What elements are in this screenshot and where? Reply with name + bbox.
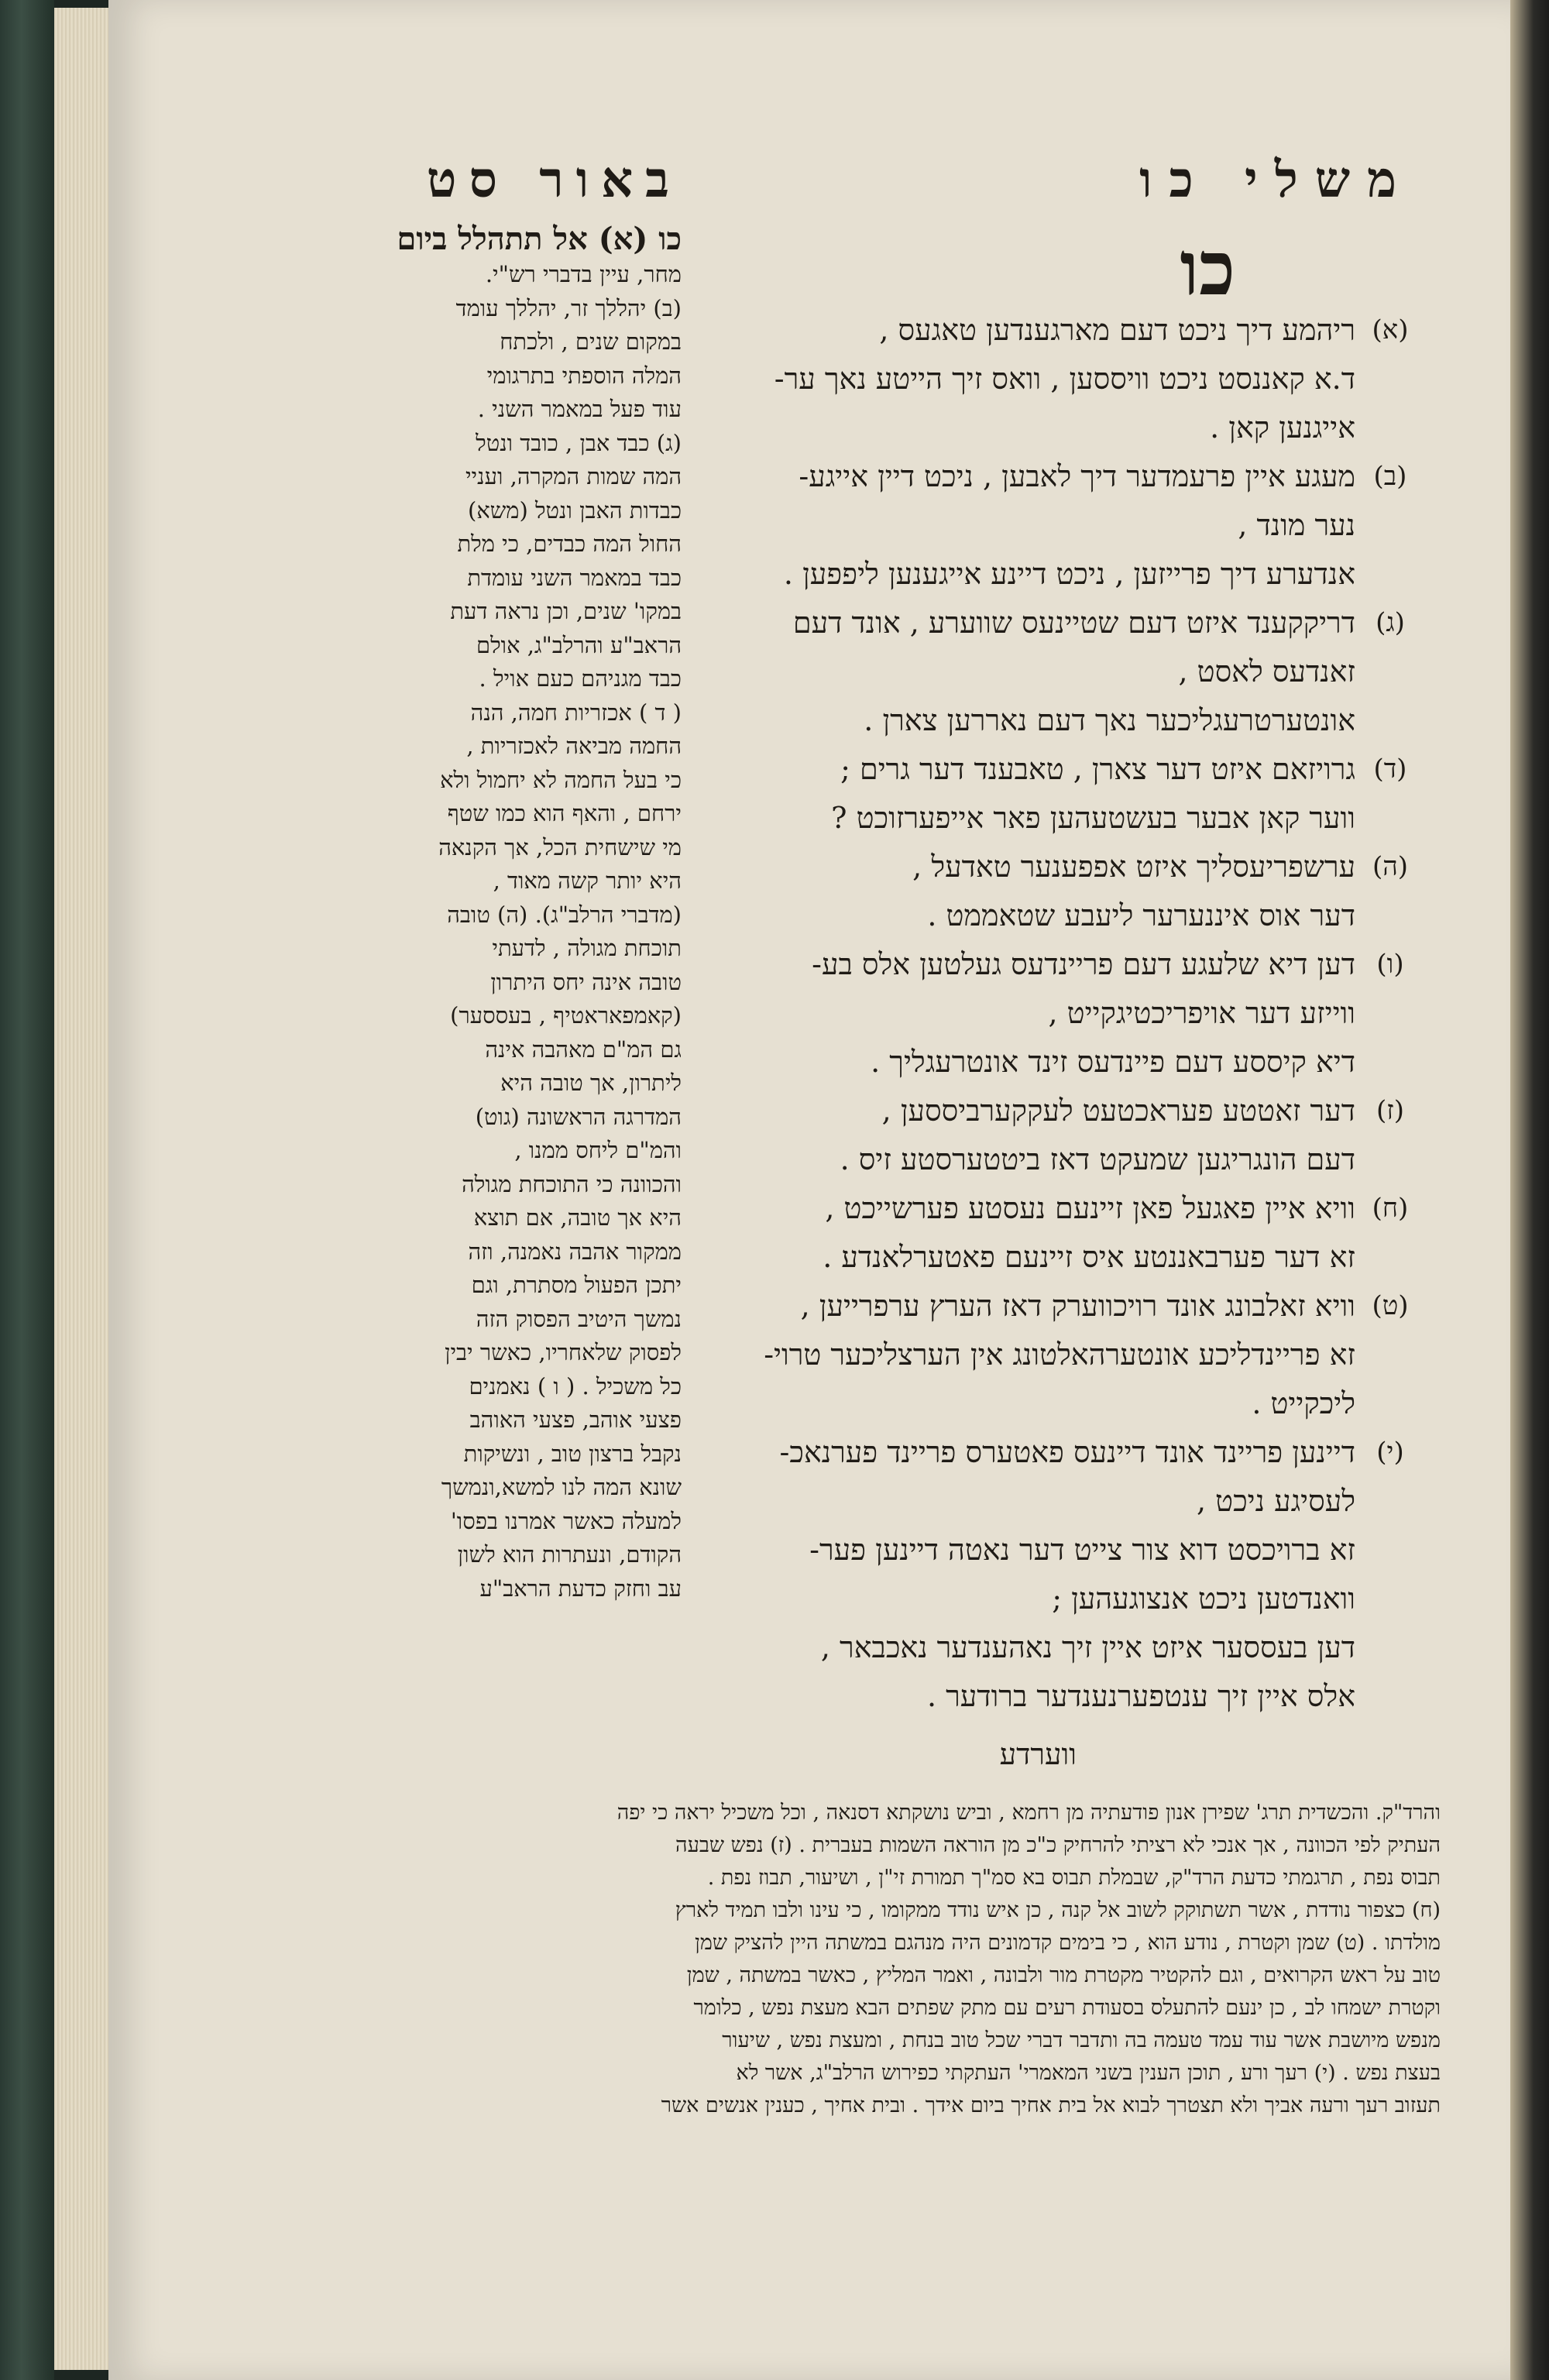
verse-number: (א)	[1372, 314, 1409, 345]
verse-line: וויא זאלבונג אונד רויכווערק דאז הערץ ערפרייען ,	[800, 1289, 1355, 1323]
commentary-line: ממקור אהבה נאמנה, וזה	[468, 1238, 682, 1265]
verse-number: (ה)	[1372, 851, 1409, 882]
verse-line: זאנדעס לאסט ,	[1178, 654, 1355, 689]
verse-number: (ז)	[1376, 1095, 1404, 1126]
bottom-commentary-line: העתיק לפי הכוונה , אך אנכי לא רציתי להרחיק כ"כ מן הוראה השמות בעברית . (ז) נפש שבעה	[675, 1833, 1441, 1857]
verse-line: ד.א קאננסט ניכט וויססען , וואס זיך הייטע נאך ער-	[774, 362, 1355, 396]
verse	[716, 1087, 1417, 1184]
commentary-line: מי שישחית הכל, אך הקנאה	[438, 833, 682, 860]
book-page	[108, 0, 1510, 2380]
commentary-line: היא יותר קשה מאוד ,	[493, 867, 682, 894]
commentary-heading: כו (א) אל תתהלל ביום	[397, 221, 682, 257]
commentary-line: במקו' שנים, וכן נראה דעת	[450, 598, 682, 624]
verse-line: גרויזאם איזט דער צארן , טאבענד דער גרים ;	[840, 752, 1355, 786]
verse-line: אנדערע דיך פרייזען , ניכט דיינע אייגענען ליפפען .	[783, 557, 1355, 591]
commentary-line: (מדברי הרלב"ג). (ה) טובה	[447, 901, 682, 928]
catchword: ווערדע	[999, 1737, 1077, 1771]
verse-line: וויא איין פאגעל פאן זיינעם נעסטע פערשייכט ,	[825, 1191, 1355, 1225]
verse-line: זא פריינדליכע אונטערהאלטונג אין הערצליכער טרוי-	[764, 1338, 1355, 1372]
commentary-line: המדרגה הראשונה (גוט)	[475, 1103, 682, 1130]
bottom-commentary-line: מולדתו . (ט) שמן וקטרת , נודע הוא , כי בימים קדמונים היה מנהגם במשתה היין להציק שמן	[694, 1931, 1441, 1955]
verse-line: דען דיא שלעגע דעם פריינדעס געלטען אלס בע-	[812, 947, 1355, 981]
commentary-line: טובה אינה יחס היתרון	[490, 968, 682, 995]
commentary-lines	[325, 258, 682, 1606]
verse-line: דיא קיססע דעם פיינדעס זינד אונטרעגליך .	[871, 1045, 1355, 1079]
commentary-line: ירחם , והאף הוא כמו שטף	[447, 800, 682, 826]
commentary-line: כבדות האבן ונטל (משא)	[468, 496, 682, 524]
commentary-line: נמשך היטיב הפסוק הזה	[476, 1305, 682, 1332]
verse	[716, 940, 1417, 1087]
commentary-line: המלה הוספתי בתרגומי	[486, 362, 682, 389]
running-title-left: באור סט	[426, 151, 682, 209]
commentary-line: והכוונה כי התוכחת מגולה	[462, 1170, 682, 1197]
commentary-line: כל משכיל . ( ו ) נאמנים	[469, 1372, 682, 1399]
bottom-commentary-line: (ח) כצפור נודדת , אשר תשתוקק לשוב אל קנה , כן איש נודד ממקומו , כי עינו ולבו תמיד לארץ	[675, 1898, 1441, 1922]
verse-line: ווער קאן אבער בעשטעהען פאר אייפערזוכט ?	[831, 801, 1355, 835]
commentary-line: נקבל ברצון טוב , ונשיקות	[463, 1440, 682, 1467]
commentary-line: גם המ"ם מאהבה אינה	[485, 1035, 682, 1063]
commentary-line: החול המה כבדים, כי מלת	[457, 531, 682, 557]
verse-line: אונטערטרעגליכער נאך דעם נאררען צארן .	[864, 703, 1355, 737]
verse-line: ריהמע דיך ניכט דעם מארגענדען טאגעס ,	[879, 313, 1355, 347]
commentary-line: המה שמות המקרה, ועניי	[465, 463, 682, 489]
verse-number: (ד)	[1373, 754, 1407, 785]
verse-line: דען בעססער איזט איין זיך נאהענדער נאכבאר ,	[820, 1630, 1355, 1664]
verse	[716, 306, 1417, 452]
commentary-line: (ג) כבד אבן , כובד ונטל	[476, 429, 682, 456]
verse	[716, 599, 1417, 745]
verse-line: ליכקייט .	[1252, 1386, 1355, 1420]
commentary-line: לפסוק שלאחריו, כאשר יבין	[445, 1339, 682, 1365]
commentary-line: כבד במאמר השני עומדת	[467, 564, 682, 591]
book-binding	[0, 0, 54, 2380]
bottom-commentary	[170, 1797, 1441, 2122]
verse-line: וואנדטען ניכט אנצוגעהען ;	[1052, 1582, 1355, 1616]
verse-number: (ו)	[1376, 949, 1404, 980]
verse-number: (ח)	[1372, 1193, 1409, 1224]
verse-line: דעם הונגריגען שמעקט דאז ביטטערסטע זיס .	[840, 1142, 1355, 1176]
commentary-line: (ב) יהללך זר, יהללך עומד	[455, 294, 682, 321]
commentary-line: והמ"ם ליחס ממנו ,	[514, 1137, 682, 1163]
verse-number: (ט)	[1372, 1290, 1409, 1321]
verse-number: (ג)	[1376, 607, 1405, 638]
commentary-line: כבד מגניהם כעם אויל .	[479, 665, 682, 692]
commentary-line: פצעי אוהב, פצעי האוהב	[469, 1406, 682, 1433]
bottom-commentary-line: טוב על ראש הקרואים , וגם להקטיר מקטרת מור ולבונה , ואמר המליץ , כאשר במשתה , שמן	[686, 1963, 1441, 1987]
verse	[716, 1184, 1417, 1282]
right-book-edge	[1510, 0, 1549, 2380]
verse-line: ערשפריעסליך איזט אפפענער טאדעל ,	[912, 850, 1355, 884]
commentary-line: היא אך טובה, אם תוצא	[473, 1204, 682, 1231]
verse	[716, 452, 1417, 599]
bottom-commentary-line: וקטרת ישמחו לב , כן ינעם להתעלס בסעודת רעים עם מתק שפתים הבא מעצת נפש , כלומר	[693, 1996, 1441, 2020]
commentary-column	[325, 221, 682, 1606]
bottom-commentary-line: מנפש מיושבת אשר עוד עמד טעמה בה ותדבר דברי שכל טוב בנחת , ומעצת נפש , שיעור	[722, 2028, 1441, 2052]
verse	[716, 1428, 1417, 1721]
commentary-line: עוד פעל במאמר השני .	[477, 396, 682, 422]
commentary-line: כי בעל החמה לא יחמול ולא	[440, 766, 682, 793]
verse-line: זא ברויכסט דוא צור צייט דער נאטה דיינען פער-	[809, 1533, 1355, 1567]
verse-line: דער זאטטע פעראכטעט לעקקערביססען ,	[881, 1094, 1355, 1128]
verse	[716, 745, 1417, 843]
commentary-line: מחר, עיין בדברי רש"י.	[485, 261, 682, 287]
verse-line: לעסיגע ניכט ,	[1197, 1484, 1355, 1518]
verse-line: ווייזע דער אויפריכטיגקייט ,	[1048, 996, 1355, 1030]
verse-line: מעגע איין פרעמדער דיך לאבען , ניכט דיין אייגע-	[799, 459, 1355, 493]
bottom-commentary-line: בעצת נפש . (י) רעך ורע , תוכן הענין בשני המאמרי' העתקתי כפירוש הרלב"ג, אשר לא	[736, 2061, 1441, 2085]
verse-number: (ב)	[1373, 461, 1407, 492]
commentary-line: ליתרון, אך טובה היא	[500, 1070, 682, 1096]
commentary-line: למעלה כאשר אמרנו בפסו'	[450, 1507, 682, 1534]
commentary-line: שונא המה לנו למשא,ונמשך	[441, 1474, 682, 1500]
commentary-line: יתכן הפעול מסתרת, וגם	[471, 1272, 682, 1298]
commentary-line: הקודם, ונעתרות הוא לשון	[457, 1541, 682, 1568]
verse-line: דער אוס איננערער ליעבע שטאממט .	[927, 898, 1355, 932]
verse-line: זא דער פערבאננטע איס זיינעם פאטערלאנדע .	[823, 1240, 1355, 1274]
verse-line: דריקקענד איזט דעם שטיינעס שווערע , אונד דעם	[792, 606, 1355, 640]
verse-line: דיינען פריינד אונד דיינעס פאטערס פריינד פערנאכ-	[779, 1435, 1355, 1469]
verse-line: נער מונד ,	[1238, 508, 1355, 542]
commentary-line: ( ד ) אכזריות חמה, הנה	[470, 699, 682, 726]
commentary-line: (קאמפאראטיף , בעססער)	[450, 1002, 682, 1029]
bottom-commentary-line: תעזוב רעך ורעה אביך ולא תצטרך לבוא אל בית אחיך ביום אידך . ובית אחיך , כענין אנשים אשר	[661, 2093, 1441, 2117]
commentary-line: עב וחזק כדעת הראב"ע	[479, 1575, 682, 1602]
verse-number: (י)	[1376, 1437, 1404, 1468]
translation-column	[716, 306, 1417, 1779]
commentary-line: החמה מביאה לאכזריות ,	[466, 733, 682, 759]
commentary-line: הראב"ע והרלב"ג, אולם	[476, 631, 682, 658]
verse	[716, 1282, 1417, 1428]
verse-line: אלס איין זיך ענטפערנענדער ברודער .	[926, 1679, 1355, 1713]
running-title-right: משלי כו	[1139, 151, 1413, 209]
verse-line: אייגנען קאן .	[1210, 410, 1355, 445]
commentary-line: במקום שנים , ולכתח	[500, 328, 682, 355]
bottom-commentary-line: והרד"ק. והכשדית תרג' שפירן אנון פודעתיה מן רחמא , וביש נושקתא דסנאה , וכל משכיל יראה כי יפה	[617, 1801, 1441, 1825]
bottom-commentary-line: תבוס נפת , תרגמתי כדעת הרד"ק, שבמלת תבוס בא סמ"ך תמורת זי"ן , ושיעור, תבוז נפת .	[707, 1866, 1441, 1890]
chapter-number: כו	[1180, 225, 1235, 312]
verse	[716, 843, 1417, 940]
commentary-line: תוכחת מגולה , לדעתי	[492, 935, 682, 961]
